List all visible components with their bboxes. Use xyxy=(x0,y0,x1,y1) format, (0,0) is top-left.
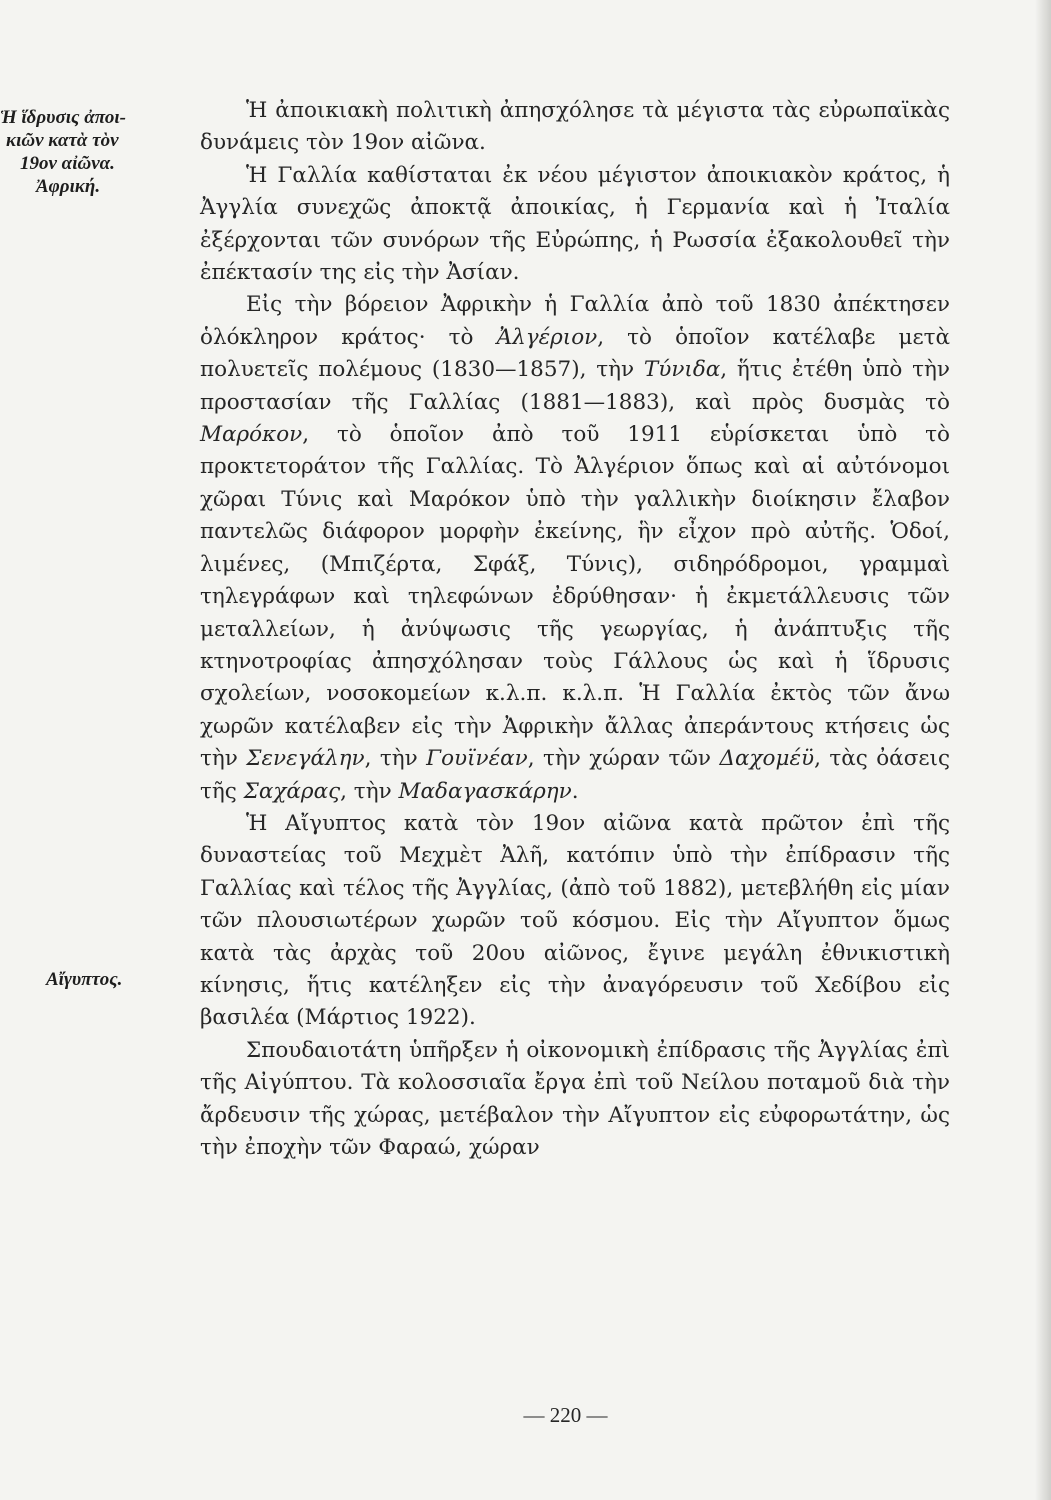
page-number: — 220 — xyxy=(523,1403,608,1427)
text-run: , τὰς ὀάσεις τῆς xyxy=(200,746,950,804)
text-run: , τὸ ὁποῖον ἀπὸ τοῦ 1911 εὑρίσκεται ὑπὸ τὸ προκτετοράτον τῆς Γαλλίας. Τὸ Ἀλγέριον ὅπως καὶ αἱ αὐτόνομοι χῶραι Τύνις καὶ Μαρόκον ὑπὸ τὴν γαλλικὴν διοίκησιν ἔλαβον παντελῶς διάφορον μορφὴν ἐκείνης, ἣν εἶχον πρὸ αὐτῆς. Ὁδοί, λιμένες, (Μπιζέρτα, Σφάξ, Τύνις), σιδηρόδρομοι, γραμμαὶ τηλεγράφων καὶ τηλεφώνων ἐδρύθησαν· ἡ ἐκμετάλλευσις τῶν μεταλλείων, ἡ ἀνύψωσις τῆς γεωργίας, ἡ ἀνάπτυξις τῆς κτηνοτροφίας ἀπησχόλησαν τοὺς Γάλλους ὡς καὶ ἡ ἵδρυσις σχολείων, νοσοκομείων κ.λ.π. κ.λ.π. Ἡ Γαλλία ἐκτὸς τῶν ἄνω χωρῶν κατέλαβεν εἰς τὴν Ἀφρικὴν ἄλλας ἀπεράντους κτήσεις ὡς τὴν xyxy=(200,422,950,772)
text-run: Ἡ Γαλλία καθίσταται ἐκ νέου μέγιστον ἀποικιακὸν κράτος, ἡ Ἀγγλία συνεχῶς ἀποκτᾷ ἀποικίας, ἡ Γερμανία καὶ ἡ Ἰταλία ἐξέρχονται τῶν συνόρων τῆς Εὐρώπης, ἡ Ρωσσία ἐξακολουθεῖ τὴν ἐπέκτασίν της εἰς τὴν Ἀσίαν. xyxy=(200,162,950,286)
paragraph xyxy=(200,95,950,160)
italic-place-name: Γουϊνέαν xyxy=(426,746,528,772)
italic-place-name: Σαχάρας xyxy=(243,778,341,804)
margin-note-line: Αἴγυπτος. xyxy=(46,969,123,990)
text-run: Εἰς τὴν βόρειον Ἀφρικὴν ἡ Γαλλία ἀπὸ τοῦ 1830 ἀπέκτησεν ὁλόκληρον κράτος· τὸ xyxy=(200,292,950,350)
text-run: , τὴν xyxy=(364,746,427,772)
italic-place-name: Τύνιδα xyxy=(643,357,721,383)
margin-note-line: Ἀφρική. xyxy=(36,176,101,197)
margin-note-line: κιῶν κατὰ τὸν xyxy=(6,130,119,151)
italic-place-name: Δαχομέϋ xyxy=(719,746,815,772)
italic-place-name: Μαρόκον xyxy=(200,422,303,448)
italic-place-name: Μαδαγασκάρην xyxy=(398,778,572,804)
paragraph xyxy=(200,289,950,808)
text-run: , τὴν χώραν τῶν xyxy=(527,746,720,772)
italic-place-name: Ἀλγέριον xyxy=(496,324,598,350)
paragraph xyxy=(200,1035,950,1165)
page-edge-shadow xyxy=(1035,0,1051,1500)
text-run: Ἡ ἀποικιακὴ πολιτικὴ ἀπησχόλησε τὰ μέγιστα τὰς εὐρωπαϊκὰς δυνάμεις τὸν 19ον αἰῶνα. xyxy=(200,98,950,156)
paragraph xyxy=(200,160,950,290)
text-run: Σπουδαιοτάτη ὑπῆρξεν ἡ οἰκονομικὴ ἐπίδρασις τῆς Ἀγγλίας ἐπὶ τῆς Αἰγύπτου. Τὰ κολοσσιαῖα ἔργα ἐπὶ τοῦ Νείλου ποταμοῦ διὰ τὴν ἄρδευσιν τῆς χώρας, μετέβαλον τὴν Αἴγυπτον εἰς εὐφορωτάτην, ὡς τὴν ἐποχὴν τῶν Φαραώ, χώραν xyxy=(200,1037,950,1160)
text-run: , τὸ ὁποῖον κατέλαβε μετὰ πολυετεῖς πολέμους (1830—1857), τὴν xyxy=(200,324,951,383)
text-run: . xyxy=(571,778,579,804)
margin-note-line: 19ον αἰῶνα. xyxy=(20,153,115,174)
text-run: , τὴν xyxy=(340,778,399,804)
margin-note-colonies xyxy=(0,106,185,198)
margin-note-line: Ἡ ἵδρυσις ἀποι- xyxy=(0,107,126,128)
margin-note-egypt xyxy=(46,968,122,991)
italic-place-name: Σενεγάλην xyxy=(246,746,365,772)
body-text xyxy=(200,95,950,1164)
paragraph xyxy=(200,808,950,1035)
text-run: Ἡ Αἴγυπτος κατὰ τὸν 19ον αἰῶνα κατὰ πρῶτον ἐπὶ τῆς δυναστείας τοῦ Μεχμὲτ Ἀλῆ, κατόπιν ὑπὸ τὴν ἐπίδρασιν τῆς Γαλλίας καὶ τέλος τῆς Ἀγγλίας, (ἀπὸ τοῦ 1882), μετεβλήθη εἰς μίαν τῶν πλουσιωτέρων χωρῶν τοῦ κόσμου. Εἰς τὴν Αἴγυπτον ὅμως κατὰ τὰς ἀρχὰς τοῦ 20ου αἰῶνος, ἔγινε μεγάλη ἐθνικιστικὴ κίνησις, ἥτις κατέληξεν εἰς τὴν ἀναγόρευσιν τοῦ Χεδίβου εἰς βασιλέα (Μάρτιος 1922). xyxy=(200,810,950,1031)
text-run: , ἥτις ἐτέθη ὑπὸ τὴν προστασίαν τῆς Γαλλίας (1881—1883), καὶ πρὸς δυσμὰς τὸ xyxy=(200,357,950,415)
